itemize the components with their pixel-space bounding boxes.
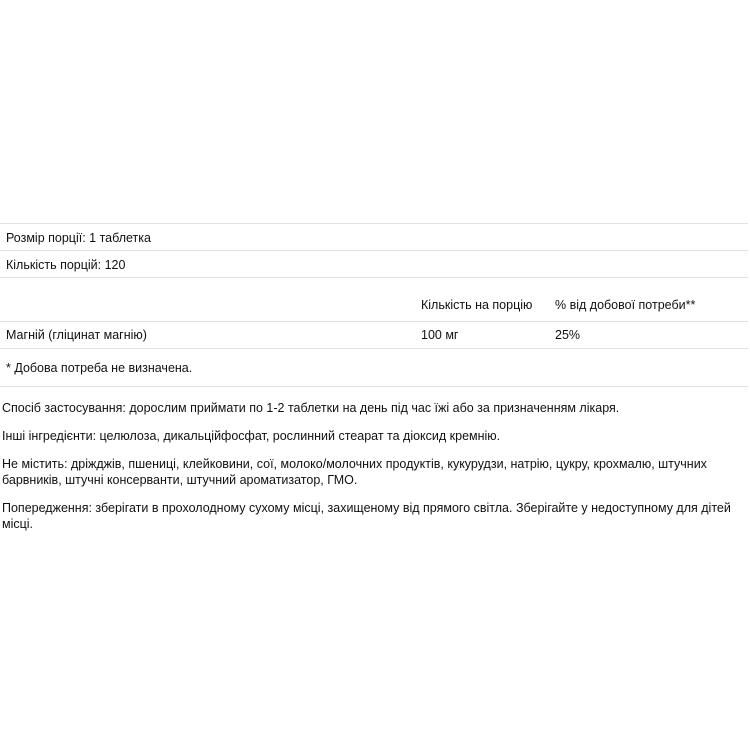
table-header-row <box>0 278 748 322</box>
serving-size-row <box>0 224 748 251</box>
table-row <box>0 322 748 349</box>
nutrient-daily-value: 25% <box>555 328 581 342</box>
usage-paragraph: Спосіб застосування: дорослим приймати по 1-2 таблетки на день під час їжі або за призначенням лікаря. <box>2 401 620 415</box>
nutrient-amount: 100 мг <box>421 328 459 342</box>
warning-paragraph: Попередження: зберігати в прохолодному сухому місці, захищеному від прямого світла. Зберігайте у недоступному для дітей місці. <box>2 501 731 531</box>
footnote-text: * Добова потреба не визначена. <box>6 361 193 375</box>
free-of-paragraph: Не містить: дріжджів, пшениці, клейковини, сої, молоко/молочних продуктів, кукурудзи, натрію, цукру, крохмалю, штучних барвників, штучні консерванти, штучний ароматизатор, ГМО. <box>2 457 707 487</box>
supplement-facts-table <box>0 223 748 387</box>
servings-count-text: Кількість порцій: 120 <box>6 258 126 272</box>
footnote-row <box>0 349 748 387</box>
other-ingredients-paragraph: Інші інгредієнти: целюлоза, дикальційфосфат, рослинний стеарат та діоксид кремнію. <box>2 429 501 443</box>
serving-size-text: Розмір порції: 1 таблетка <box>6 231 151 245</box>
daily-value-header: % від добової потреби** <box>555 298 696 312</box>
nutrient-name: Магній (гліцинат магнію) <box>6 328 147 342</box>
product-info-section <box>2 400 742 544</box>
servings-count-row <box>0 251 748 278</box>
amount-per-serving-header: Кількість на порцію <box>421 298 533 312</box>
